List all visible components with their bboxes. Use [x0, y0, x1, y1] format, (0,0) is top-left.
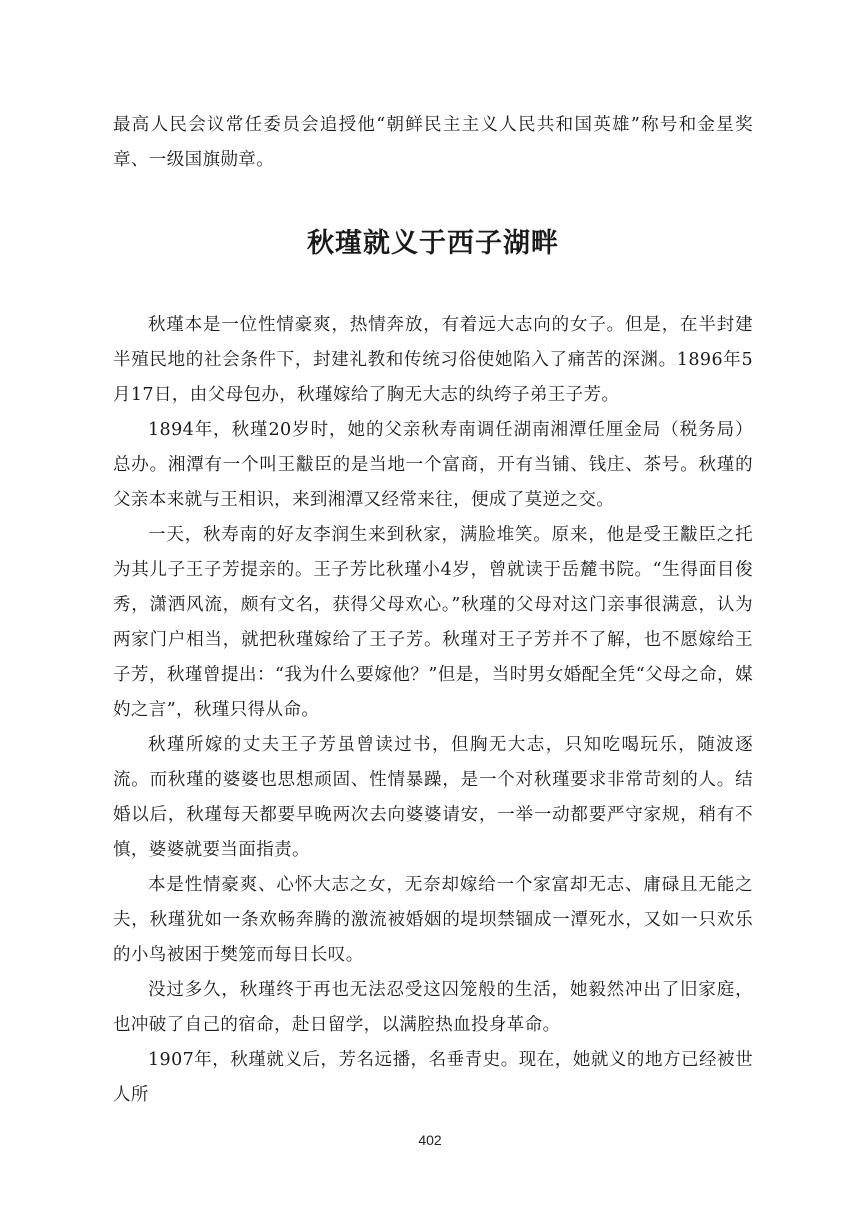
paragraph: 一天，秋寿南的好友李润生来到秋家，满脸堆笑。原来，他是受王黻臣之托为其儿子王子芳提亲的。王子芳比秋瑾小4岁，曾就读于岳麓书院。“生得面目俊秀，潇洒风流，颇有文名，获得父母欢心。”秋瑾的父母对这门亲事很满意，认为两家门户相当，就把秋瑾嫁给了王子芳。秋瑾对王子芳并不了解，也不愿嫁给王子芳，秋瑾曾提出：“我为什么要嫁他？”但是，当时男女婚配全凭“父母之命，媒妁之言”，秋瑾只得从命。 — [113, 525, 753, 720]
paragraph: 秋瑾本是一位性情豪爽，热情奔放，有着远大志向的女子。但是，在半封建半殖民地的社会条件下，封建礼教和传统习俗使她陷入了痛苦的深渊。1896年5月17日，由父母包办，秋瑾嫁给了胸无大志的纨绔子弟王子芳。 — [113, 315, 753, 405]
paragraph: 本是性情豪爽、心怀大志之女，无奈却嫁给一个家富却无志、庸碌且无能之夫，秋瑾犹如一条欢畅奔腾的激流被婚姻的堤坝禁锢成一潭死水，又如一只欢乐的小鸟被困于樊笼而每日长叹。 — [113, 875, 753, 965]
paragraph: 1907年，秋瑾就义后，芳名远播，名垂青史。现在，她就义的地方已经被世人所 — [113, 1050, 753, 1105]
page-number: 402 — [418, 1132, 442, 1148]
lead-paragraph: 最高人民会议常任委员会追授他“朝鲜民主主义人民共和国英雄”称号和金星奖章、一级国旗勋章。 — [113, 115, 753, 170]
section-title: 秋瑾就义于西子湖畔 — [307, 228, 559, 259]
paragraph: 1894年，秋瑾20岁时，她的父亲秋寿南调任湖南湘潭任厘金局（税务局）总办。湘潭有一个叫王黻臣的是当地一个富商，开有当铺、钱庄、茶号。秋瑾的父亲本来就与王相识，来到湘潭又经常来往，便成了莫逆之交。 — [113, 420, 753, 510]
paragraph: 没过多久，秋瑾终于再也无法忍受这囚笼般的生活，她毅然冲出了旧家庭，也冲破了自己的宿命，赴日留学，以满腔热血投身革命。 — [113, 980, 753, 1035]
page-content — [113, 108, 753, 1113]
body-paragraphs — [113, 308, 753, 1113]
paragraph: 秋瑾所嫁的丈夫王子芳虽曾读过书，但胸无大志，只知吃喝玩乐，随波逐流。而秋瑾的婆婆也思想顽固、性情暴躁，是一个对秋瑾要求非常苛刻的人。结婚以后，秋瑾每天都要早晚两次去向婆婆请安，一举一动都要严守家规，稍有不慎，婆婆就要当面指责。 — [113, 735, 753, 860]
